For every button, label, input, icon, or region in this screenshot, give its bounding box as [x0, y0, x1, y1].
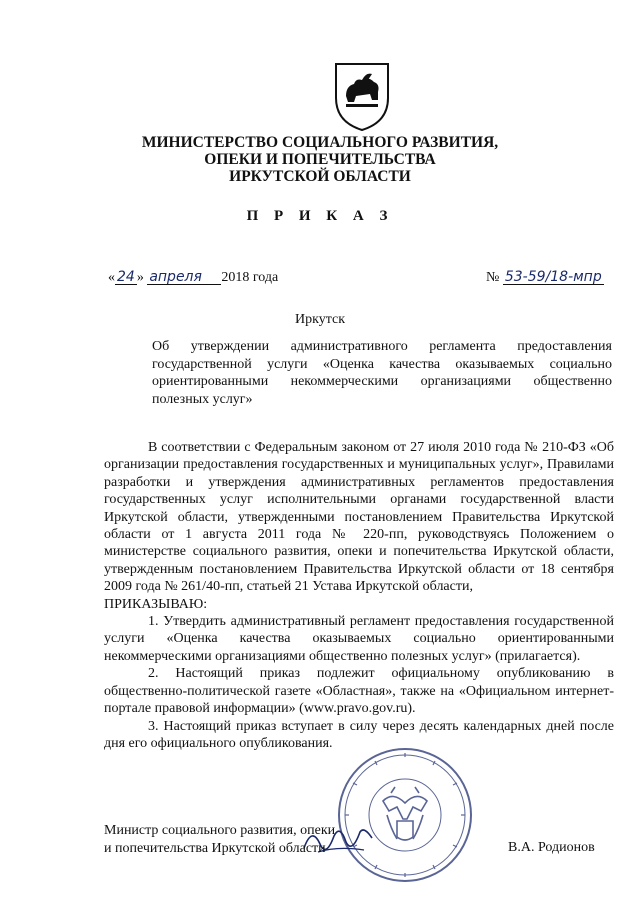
official-stamp-seal	[335, 745, 475, 885]
org-line-1: МИНИСТЕРСТВО СОЦИАЛЬНОГО РАЗВИТИЯ,	[141, 134, 499, 151]
date-year: 2018 года	[221, 270, 279, 285]
date-day: 24	[117, 269, 135, 285]
item-2-paragraph: 2. Настоящий приказ подлежит официальному опубликованию в общественно-политической газете «Областная», также на «Официальном интернет-портале правовой информации» (www.pravo.gov.ru).	[104, 666, 614, 717]
number-prefix: №	[486, 270, 500, 285]
coat-of-arms-emblem	[332, 60, 392, 132]
signatory-title	[104, 822, 335, 858]
signatory-title-line-2: и попечительства Иркутской области	[104, 841, 326, 856]
item-1-paragraph: 1. Утвердить административный регламент предоставления государственной услуги «Оценка качества оказываемых социально ориентированными некоммерческими организациями общественно полезных услуг» (прилагается).	[104, 614, 614, 664]
decree-word: ПРИКАЗЫВАЮ:	[104, 596, 208, 612]
order-number	[486, 270, 604, 286]
order-date	[108, 270, 278, 286]
item-3-paragraph: 3. Настоящий приказ вступает в силу через десять календарных дней после дня его официального опубликования.	[104, 718, 614, 751]
date-close-quote: »	[136, 270, 144, 285]
preamble-paragraph: В соответствии с Федеральным законом от 27 июля 2010 года № 210-ФЗ «Об организации предоставления государственных и муниципальных услуг», Правилами разработки и утверждения административных регламентов предоставления государственных услуг исполнительными органами государственной власти Иркутской области, утвержденными постановлением Правительства Иркутской области от 1 августа 2011 года № 220-пп, руководствуясь Положением о министерстве социального развития, опеки и попечительства Иркутской области, утвержденным постановлением Правительства Иркутской области от 18 сентября 2009 года № 261/40-пп, статьей 21 Устава Иркутской области,	[104, 440, 614, 595]
order-subject: Об утверждении административного регламента предоставления государственной услуги «Оценка качества оказываемых социально ориентированными некоммерческими организациями общественно полезных услуг»	[152, 339, 612, 407]
city: Иркутск	[294, 312, 346, 327]
date-month: апреля	[147, 271, 221, 285]
document-type: П Р И К А З	[246, 208, 394, 224]
org-line-2: ОПЕКИ И ПОПЕЧИТЕЛЬСТВА	[204, 151, 436, 168]
ministry-name	[0, 134, 640, 185]
signatory-title-line-1: Министр социального развития, опеки	[104, 823, 336, 838]
order-body	[104, 439, 614, 752]
org-line-3: ИРКУТСКОЙ ОБЛАСТИ	[229, 168, 411, 185]
signatory-name: В.А. Родионов	[508, 840, 595, 855]
date-open-quote: «	[108, 270, 115, 285]
number-value: 53-59/18-мпр	[504, 269, 602, 285]
